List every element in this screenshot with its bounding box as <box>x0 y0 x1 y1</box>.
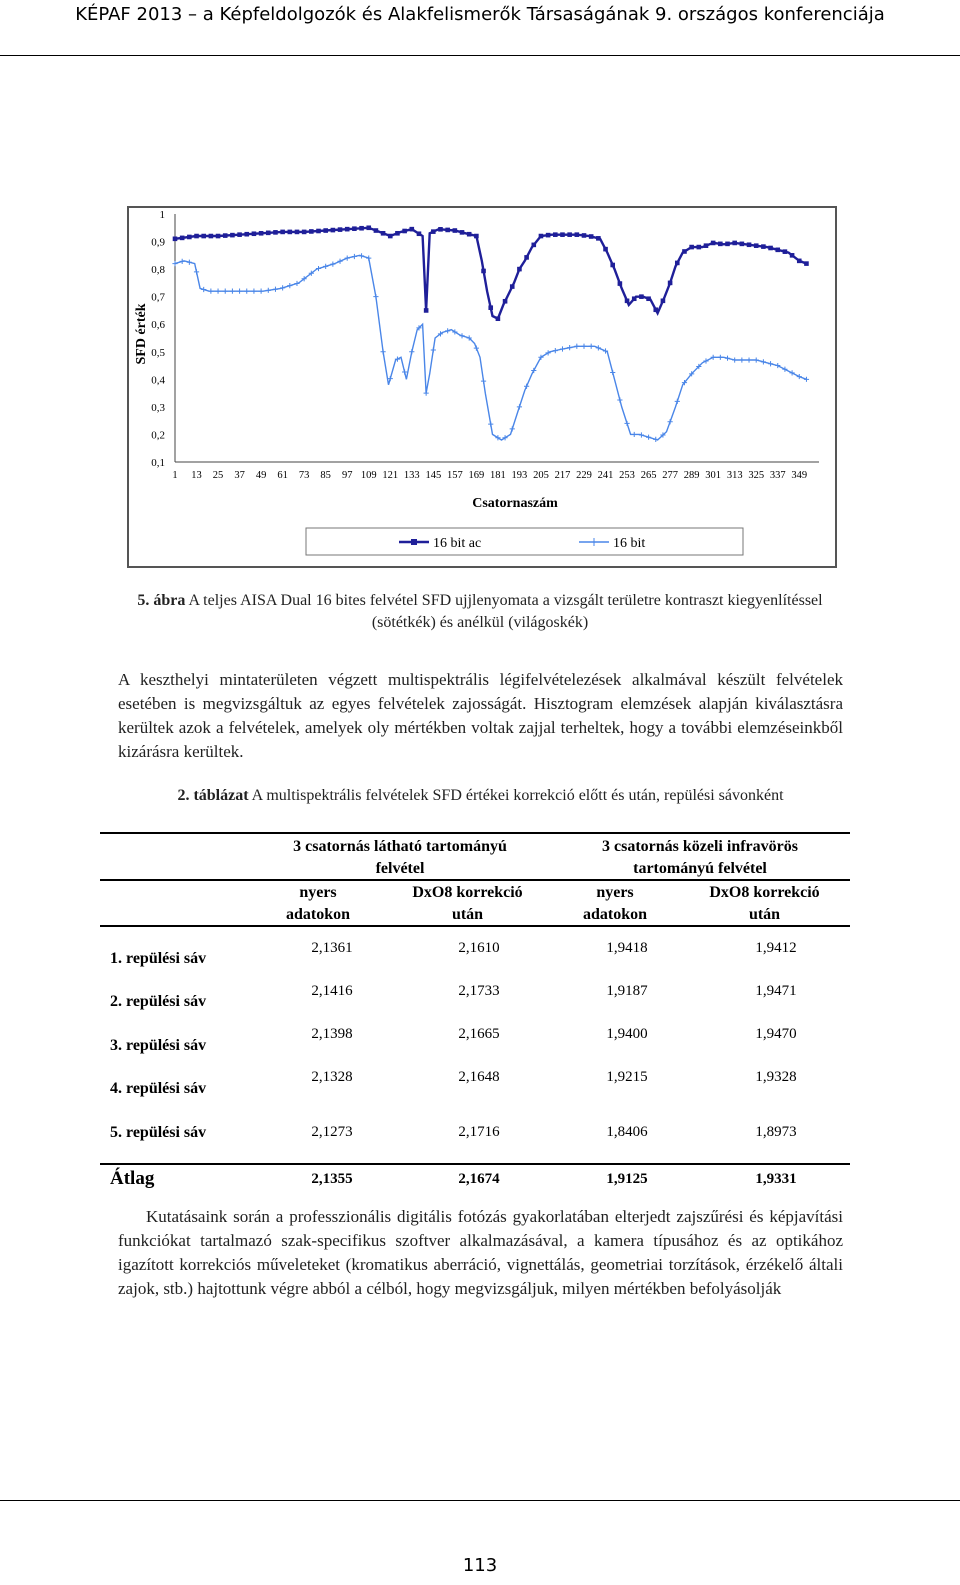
figure-caption-label: 5. ábra <box>137 592 186 609</box>
table-average-cell: 1,9331 <box>755 1171 797 1187</box>
x-tick-label: 49 <box>255 470 267 481</box>
series-point-0 <box>639 294 644 299</box>
series-point-0 <box>553 232 558 237</box>
x-axis-label: Csatornaszám <box>472 496 558 511</box>
x-tick-label: 97 <box>341 470 353 481</box>
x-tick-label: 121 <box>382 470 399 481</box>
series-point-0 <box>402 229 407 234</box>
series-point-0 <box>481 269 486 274</box>
series-point-0 <box>725 242 730 247</box>
series-point-0 <box>230 233 235 238</box>
table-cell: 1,9418 <box>606 940 648 956</box>
table-cell: 1,9470 <box>755 1026 797 1042</box>
x-tick-label: 181 <box>490 470 506 481</box>
series-point-0 <box>395 231 400 236</box>
series-point-0 <box>510 284 515 289</box>
header-rule <box>0 55 960 56</box>
series-point-0 <box>740 242 745 247</box>
series-point-0 <box>653 307 658 312</box>
series-point-0 <box>783 249 788 254</box>
x-tick-label: 85 <box>320 470 331 481</box>
x-tick-label: 277 <box>662 470 678 481</box>
table-cell: 2,1361 <box>311 940 353 956</box>
series-point-0 <box>280 230 285 235</box>
y-tick-label: 0,4 <box>151 374 165 387</box>
series-point-0 <box>761 244 766 249</box>
x-tick-label: 241 <box>597 470 614 481</box>
chart-legend <box>306 528 743 555</box>
series-point-0 <box>338 227 343 232</box>
series-point-0 <box>467 232 472 237</box>
series-point-0 <box>589 234 594 239</box>
x-tick-label: 169 <box>468 470 485 481</box>
series-point-0 <box>732 241 737 246</box>
series-point-0 <box>309 229 314 234</box>
series-point-0 <box>754 243 759 248</box>
x-tick-label: 289 <box>683 470 700 481</box>
series-point-0 <box>201 234 206 239</box>
x-tick-label: 37 <box>234 470 245 481</box>
table-cell: 2,1716 <box>458 1124 500 1140</box>
series-point-0 <box>374 228 379 233</box>
table-cell: 2,1398 <box>311 1026 353 1042</box>
table-cell: 2,1416 <box>311 983 353 999</box>
series-point-0 <box>531 243 536 248</box>
series-point-0 <box>388 234 393 239</box>
series-point-0 <box>252 231 257 236</box>
x-tick-label: 61 <box>277 470 288 481</box>
series-point-0 <box>323 228 328 233</box>
figure-caption <box>110 590 850 634</box>
table-row-label: 2. repülési sáv <box>110 993 207 1010</box>
series-point-0 <box>596 236 601 241</box>
series-point-0 <box>488 305 493 310</box>
series-point-0 <box>567 232 572 237</box>
table-group-nir: 3 csatornás közeli infravörös tartományú felvétel <box>602 838 798 877</box>
legend-label-0: 16 bit ac <box>433 536 482 551</box>
series-point-0 <box>216 234 221 239</box>
table-cell: 1,9187 <box>606 983 648 999</box>
series-point-0 <box>445 228 450 233</box>
page-number: 113 <box>462 1555 498 1576</box>
series-point-0 <box>474 234 479 239</box>
x-tick-label: 253 <box>619 470 635 481</box>
series-point-0 <box>603 247 608 252</box>
footer-rule <box>0 1500 960 1501</box>
series-point-0 <box>575 232 580 237</box>
x-tick-label: 157 <box>446 470 463 481</box>
x-tick-label: 145 <box>425 470 442 481</box>
legend-marker-0 <box>411 539 417 545</box>
table-row-label: 1. repülési sáv <box>110 950 207 967</box>
series-point-0 <box>718 242 723 247</box>
series-point-0 <box>775 248 780 253</box>
series-point-0 <box>625 299 630 304</box>
y-tick-label: 0,2 <box>151 429 165 442</box>
table-caption <box>118 787 843 805</box>
y-tick-label: 0,8 <box>151 264 165 277</box>
table-average-rule <box>100 1163 850 1165</box>
series-point-0 <box>244 232 249 237</box>
table-average-cell: 2,1355 <box>311 1171 353 1187</box>
series-point-0 <box>539 234 544 239</box>
paragraph-methods: Kutatásaink során a professzionális digitális fotózás gyakorlatában elterjedt zajszűrési és képjavítási funkciókat tartalmazó szak-specifikus szoftver alkalmazásával, a kamera típusához és az optikához igazított korrekciós műveleteket (kromatikus aberráció, vignettálás, geometriai torzítások, érzékelő általi zajok, stb.) hajtottunk végre abból a célból, hogy megvizsgáljuk, milyen mértékben befolyásolják <box>118 1207 843 1298</box>
table-cell: 1,9328 <box>755 1069 797 1085</box>
series-point-0 <box>768 246 773 251</box>
series-point-0 <box>747 242 752 247</box>
table-cell: 2,1610 <box>458 940 500 956</box>
series-point-0 <box>546 233 551 238</box>
series-point-0 <box>237 232 242 237</box>
series-point-0 <box>582 233 587 238</box>
x-tick-label: 325 <box>748 470 765 481</box>
paragraph-noise: A keszthelyi mintaterületen végzett multispektrális légifelvételezések alkalmával készült felvételek esetében is megvizsgáltuk az egyes felvételek zajosságát. Hisztogram elemzések alapján kiválasztásra kerültek azok a felvételek, amelyek oly mértékben voltak zajjal terheltek, hogy a további elemzéseinkből kizárásra kerültek. <box>118 670 843 761</box>
table-row-label: 3. repülési sáv <box>110 1037 207 1054</box>
legend-label-1: 16 bit <box>613 536 646 551</box>
series-point-0 <box>352 226 357 231</box>
table-cell: 1,9412 <box>755 940 797 956</box>
series-point-0 <box>223 233 228 238</box>
table-row-label: 5. repülési sáv <box>110 1124 207 1141</box>
series-point-0 <box>316 229 321 234</box>
table-row-label: 4. repülési sáv <box>110 1080 207 1097</box>
series-point-0 <box>618 281 623 286</box>
table-cell: 2,1665 <box>458 1026 500 1042</box>
sfd-line-chart <box>127 206 837 568</box>
running-header: KÉPAF 2013 – a Képfeldolgozók és Alakfelismerők Társaságának 9. országos konferenciája <box>75 4 885 25</box>
series-point-0 <box>682 249 687 254</box>
x-tick-label: 349 <box>791 470 808 481</box>
table-caption-label: 2. táblázat <box>177 787 249 804</box>
series-point-0 <box>259 231 264 236</box>
series-point-0 <box>273 230 278 235</box>
series-point-0 <box>646 296 651 301</box>
series-point-0 <box>675 261 680 266</box>
series-point-0 <box>689 245 694 250</box>
table-cell: 1,9471 <box>755 983 797 999</box>
series-point-0 <box>697 245 702 250</box>
series-point-0 <box>797 259 802 264</box>
table-sub-corr-2: DxO8 korrekció után <box>709 884 820 923</box>
table-sub-raw-2: nyers adatokon <box>582 884 648 923</box>
series-point-0 <box>180 236 185 241</box>
series-point-0 <box>790 253 795 258</box>
y-tick-label: 0,9 <box>151 236 165 249</box>
x-tick-label: 25 <box>212 470 224 481</box>
x-tick-label: 13 <box>191 470 202 481</box>
series-point-0 <box>804 261 809 266</box>
table-cell: 2,1273 <box>311 1124 353 1140</box>
y-tick-label: 0,5 <box>151 346 165 359</box>
series-point-0 <box>711 241 716 246</box>
series-point-0 <box>295 230 300 235</box>
table-cell: 1,9400 <box>606 1026 648 1042</box>
series-point-0 <box>496 316 501 321</box>
table-average-cell: 2,1674 <box>458 1171 500 1187</box>
x-tick-label: 301 <box>705 470 722 481</box>
series-point-0 <box>409 227 414 232</box>
y-tick-label: 1 <box>159 209 165 221</box>
x-tick-label: 133 <box>403 470 420 481</box>
series-point-0 <box>302 230 307 235</box>
series-point-0 <box>431 229 436 234</box>
series-point-0 <box>517 267 522 272</box>
y-tick-label: 0,7 <box>151 291 165 304</box>
series-point-0 <box>187 235 192 240</box>
table-cell: 2,1733 <box>458 983 500 999</box>
x-tick-label: 217 <box>554 470 571 481</box>
series-point-0 <box>417 231 422 236</box>
x-tick-label: 313 <box>726 470 743 481</box>
series-point-0 <box>424 308 429 313</box>
y-tick-label: 0,6 <box>151 319 165 332</box>
table-cell: 1,8973 <box>755 1124 797 1140</box>
series-point-0 <box>453 228 458 233</box>
x-tick-label: 1 <box>172 470 178 481</box>
series-point-0 <box>524 255 529 260</box>
series-point-0 <box>704 243 709 248</box>
table-average-cell: 1,9125 <box>606 1171 648 1187</box>
table-cell: 1,9215 <box>606 1069 648 1085</box>
x-tick-label: 109 <box>360 470 377 481</box>
table-average-label: Átlag <box>110 1168 155 1189</box>
series-point-0 <box>610 263 615 268</box>
series-point-0 <box>438 227 443 232</box>
x-tick-label: 229 <box>576 470 592 481</box>
series-point-0 <box>503 299 508 304</box>
series-point-0 <box>460 230 465 235</box>
series-point-0 <box>661 299 666 304</box>
x-tick-label: 73 <box>298 470 310 481</box>
series-point-0 <box>173 237 178 242</box>
y-tick-label: 0,1 <box>151 457 165 469</box>
table-sub-raw-1: nyers adatokon <box>285 884 351 923</box>
series-point-0 <box>560 232 565 237</box>
x-tick-label: 265 <box>640 470 657 481</box>
table-caption-text: A multispektrális felvételek SFD értékei korrekció előtt és után, repülési sávonként <box>248 787 784 804</box>
series-point-0 <box>381 231 386 236</box>
x-tick-label: 337 <box>769 470 786 481</box>
series-point-0 <box>366 225 371 230</box>
table-cell: 1,8406 <box>606 1124 648 1140</box>
table-cell: 2,1328 <box>311 1069 353 1085</box>
x-tick-label: 193 <box>511 470 528 481</box>
series-point-0 <box>668 281 673 286</box>
x-tick-label: 205 <box>533 470 549 481</box>
series-point-0 <box>266 231 271 236</box>
table-top-rule <box>100 832 850 834</box>
y-axis-label: SFD érték <box>134 303 149 365</box>
figure-caption-text: A teljes AISA Dual 16 bites felvétel SFD ujjlenyomata a vizsgált területre kontraszt kiegyenlítéssel (sötétkék) és anélkül (világoskék) <box>185 592 823 631</box>
y-tick-label: 0,3 <box>151 401 165 414</box>
series-point-0 <box>632 296 637 301</box>
table-cell: 2,1648 <box>458 1069 500 1085</box>
series-point-0 <box>194 234 199 239</box>
series-point-0 <box>345 227 350 232</box>
series-point-0 <box>359 226 364 231</box>
table-sub-corr-1: DxO8 korrekció után <box>412 884 523 923</box>
table-group-visible: 3 csatornás látható tartományú felvétel <box>293 838 507 877</box>
series-point-0 <box>331 228 336 233</box>
series-point-0 <box>209 234 214 239</box>
series-point-0 <box>288 230 293 235</box>
